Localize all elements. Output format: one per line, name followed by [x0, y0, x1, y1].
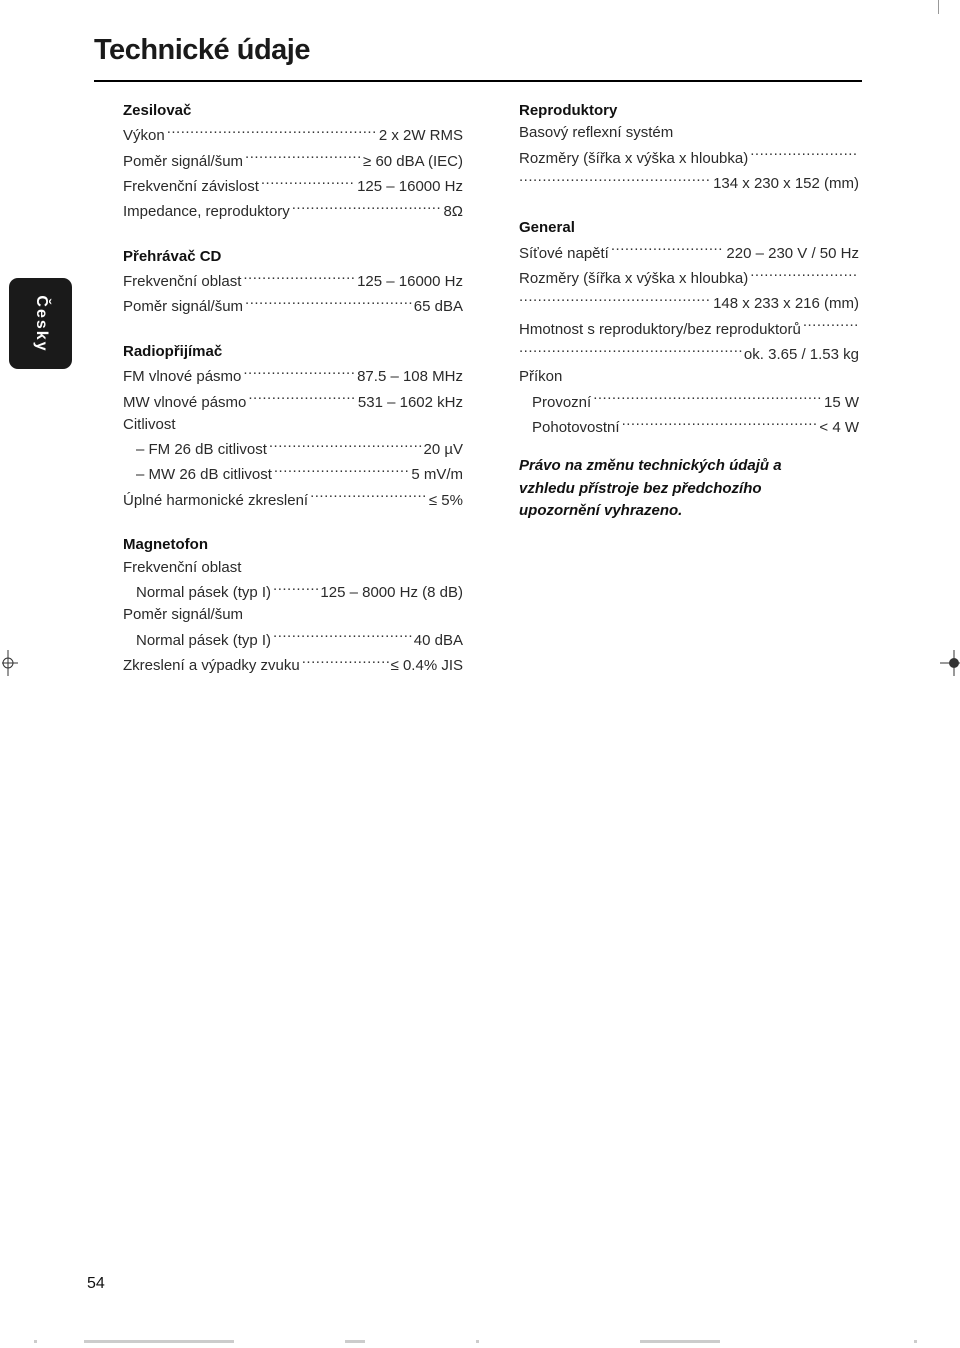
spec-label: MW vlnové pásmo [123, 393, 247, 411]
spec-value: 65 dBA [413, 298, 463, 316]
spec-row [123, 173, 463, 198]
spec-row [519, 170, 859, 195]
spec-row [519, 316, 859, 341]
amplifier-heading: Zesilovač [123, 102, 192, 119]
spec-value: 15 W [823, 393, 859, 411]
spec-value: 134 x 230 x 152 (mm) [713, 174, 859, 192]
spec-row [519, 265, 859, 290]
leader-dots [519, 290, 711, 308]
spec-row [123, 293, 463, 318]
spec-row [519, 414, 859, 439]
title-rule [94, 80, 862, 82]
spec-row [123, 461, 463, 486]
registration-mark-left [0, 648, 20, 678]
leader-dots [243, 268, 355, 286]
spec-label: Impedance, reproduktory [123, 203, 290, 221]
spec-label: – MW 26 dB citlivost [136, 466, 272, 484]
spec-row [123, 198, 463, 223]
leader-dots [292, 198, 442, 216]
language-tab-label: Česky [32, 294, 50, 353]
spec-value: 87.5 – 108 MHz [357, 368, 463, 386]
spec-column-right [519, 100, 859, 439]
leader-dots [593, 389, 822, 407]
spec-row [123, 268, 463, 293]
spec-value: 20 µV [423, 441, 463, 459]
general-heading: General [519, 219, 575, 237]
page-title: Technické údaje [94, 34, 310, 66]
tape-snr-label: Poměr signál/šum [123, 606, 244, 624]
spec-row [519, 145, 859, 170]
leader-dots [245, 293, 412, 311]
leader-dots [274, 461, 409, 479]
spec-label: Síťové napětí [519, 244, 609, 262]
leader-dots [750, 145, 857, 163]
spec-label: Provozní [532, 393, 592, 411]
spec-label: Rozměry (šířka x výška x hloubka) [519, 149, 749, 167]
spec-row [123, 579, 463, 604]
spec-label: Úplné harmonické zkreslení [123, 491, 309, 509]
spec-label: Normal pásek (typ I) [136, 583, 272, 601]
power-label: Příkon [519, 368, 563, 386]
leader-dots [310, 487, 427, 505]
spec-row [123, 627, 463, 652]
spec-label: Normal pásek (typ I) [136, 631, 272, 649]
spec-value: ≤ 0.4% JIS [390, 656, 463, 674]
leader-dots [803, 316, 857, 334]
spec-value: ≥ 60 dBA (IEC) [363, 152, 463, 170]
spec-row [123, 122, 463, 147]
spec-row [123, 363, 463, 388]
leader-dots [611, 240, 725, 258]
spec-row [519, 341, 859, 366]
spec-label: FM vlnové pásmo [123, 368, 242, 386]
spec-label: Zkreslení a výpadky zvuku [123, 656, 300, 674]
spec-value: 125 – 8000 Hz (8 dB) [320, 583, 463, 601]
spec-label: Rozměry (šířka x výška x hloubka) [519, 270, 749, 288]
spec-row [519, 389, 859, 414]
leader-dots [273, 627, 412, 645]
spec-label: Hmotnost s reproduktory/bez reproduktorů [519, 320, 801, 338]
spec-label: Poměr signál/šum [123, 152, 244, 170]
spec-value: 220 – 230 V / 50 Hz [726, 244, 859, 262]
leader-dots [519, 341, 742, 359]
spec-row [519, 290, 859, 315]
language-tab [9, 278, 72, 369]
spec-label: – FM 26 dB citlivost [136, 441, 267, 459]
tape-freq-label: Frekvenční oblast [123, 558, 242, 576]
disclaimer-note: Právo na změnu technických údajů a vzhledu přístroje bez předchozího upozornění vyhrazeno. [519, 457, 782, 519]
leader-dots [245, 148, 361, 166]
spec-label: Frekvenční oblast [123, 273, 242, 291]
spec-value: 5 mV/m [411, 466, 463, 484]
spec-value: ≤ 5% [428, 491, 463, 509]
spec-label: Frekvenční závislost [123, 177, 259, 195]
spec-label: Poměr signál/šum [123, 298, 244, 316]
spec-column-left [123, 100, 463, 677]
print-footer-strip [0, 1335, 960, 1348]
leader-dots [167, 122, 377, 140]
speakers-heading: Reproduktory [519, 102, 618, 119]
leader-dots [243, 363, 355, 381]
spec-value: 40 dBA [413, 631, 463, 649]
spec-value: 125 – 16000 Hz [357, 273, 463, 291]
spec-row [123, 148, 463, 173]
spec-value: 125 – 16000 Hz [357, 177, 463, 195]
spec-label: Pohotovostní [532, 418, 620, 436]
leader-dots [248, 389, 356, 407]
leader-dots [269, 436, 422, 454]
spec-row [123, 389, 463, 414]
crop-line [938, 0, 939, 14]
spec-value: 531 – 1602 kHz [357, 393, 463, 411]
leader-dots [261, 173, 355, 191]
spec-row [123, 487, 463, 512]
leader-dots [302, 652, 389, 670]
leader-dots [622, 414, 818, 432]
leader-dots [273, 579, 318, 597]
registration-mark-right [938, 648, 960, 678]
spec-row [123, 652, 463, 677]
spec-value: 2 x 2W RMS [378, 127, 463, 145]
spec-value: 148 x 233 x 216 (mm) [713, 295, 859, 313]
spec-label: Výkon [123, 127, 165, 145]
speakers-type: Basový reflexní systém [519, 124, 674, 142]
leader-dots [519, 170, 711, 188]
radio-heading: Radiopřijímač [123, 342, 223, 360]
sensitivity-label: Citlivost [123, 415, 176, 433]
spec-value: < 4 W [819, 418, 859, 436]
tape-heading: Magnetofon [123, 536, 208, 554]
page-number: 54 [87, 1275, 105, 1292]
spec-row [123, 436, 463, 461]
cd-heading: Přehrávač CD [123, 247, 222, 265]
spec-value: 8Ω [443, 203, 463, 221]
spec-row [519, 240, 859, 265]
leader-dots [750, 265, 857, 283]
spec-value: ok. 3.65 / 1.53 kg [743, 345, 859, 363]
